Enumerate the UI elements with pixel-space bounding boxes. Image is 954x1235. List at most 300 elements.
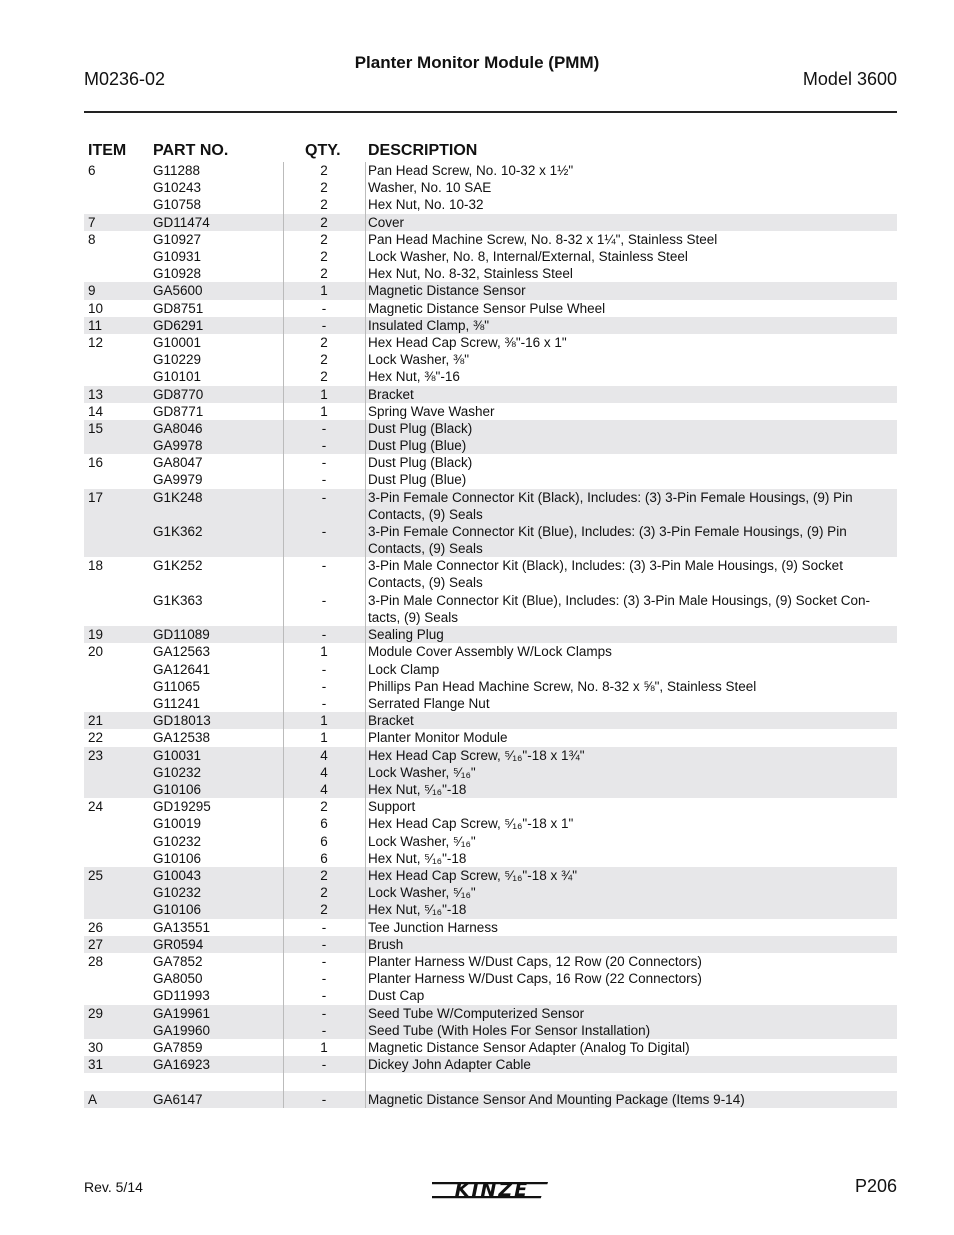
description-line: Seed Tube W/Computerized Sensor [368, 1005, 585, 1021]
description [368, 729, 893, 746]
part-number: G10243 [153, 180, 202, 196]
spacer-row [84, 1073, 897, 1090]
quantity: - [321, 954, 327, 969]
item-group [84, 919, 897, 936]
item-group [84, 953, 897, 1005]
table-row [84, 1056, 897, 1073]
description [368, 764, 893, 781]
column-divider [283, 420, 284, 454]
table-row [84, 626, 897, 643]
item-group [84, 300, 897, 317]
description-line: Dust Plug (Blue) [368, 472, 467, 488]
table-row [84, 454, 897, 471]
item-number: 15 [88, 420, 104, 436]
description-line: Dust Plug (Black) [368, 455, 473, 471]
description [368, 368, 893, 385]
table-row [84, 282, 897, 299]
quantity: 4 [320, 782, 328, 798]
part-number: GR0594 [153, 936, 204, 952]
description [368, 179, 893, 196]
quantity: - [321, 438, 327, 454]
quantity: 2 [320, 197, 328, 213]
description-line: Tee Junction Harness [368, 919, 498, 935]
quantity: - [321, 472, 327, 488]
table-row [84, 196, 897, 213]
description-line: tacts, (9) Seals [368, 609, 459, 625]
part-number: G10758 [153, 197, 202, 213]
item-group [84, 1039, 897, 1056]
description-line: 3-Pin Female Connector Kit (Black), Includes: (3) 3-Pin Female Housings, (9) Pin [368, 489, 853, 505]
quantity: 2 [320, 180, 328, 196]
column-divider [283, 936, 284, 953]
description-line: Magnetic Distance Sensor [368, 283, 526, 299]
description-line: Pan Head Screw, No. 10-32 x 1½" [368, 163, 574, 178]
document-number: M0236-02 [84, 69, 166, 89]
page-title: Planter Monitor Module (PMM) [354, 53, 600, 72]
item-number: 28 [88, 954, 104, 969]
item-group [84, 798, 897, 867]
part-number: G10043 [153, 868, 202, 884]
part-number: GD8770 [153, 386, 204, 402]
description [368, 798, 893, 815]
description-line: Lock Washer, No. 8, Internal/External, Stainless Steel [368, 248, 688, 264]
description [368, 265, 893, 282]
quantity: 1 [320, 644, 328, 660]
column-divider [365, 454, 366, 488]
part-number: G10931 [153, 248, 202, 264]
column-header-qty: QTY. [305, 142, 341, 159]
quantity: - [321, 420, 327, 436]
part-number: GA9979 [153, 472, 203, 488]
column-divider [283, 1005, 284, 1039]
description [368, 248, 893, 265]
description [368, 386, 893, 403]
item-group [84, 626, 897, 643]
part-number: G11241 [153, 696, 201, 712]
column-divider [365, 919, 366, 936]
table-row [84, 265, 897, 282]
table-row [84, 953, 897, 970]
item-number: 6 [88, 163, 96, 178]
part-number: GD19295 [153, 799, 211, 815]
quantity: 6 [320, 850, 328, 866]
part-number: GD8771 [153, 403, 204, 419]
quantity: - [321, 971, 327, 987]
column-divider [283, 386, 284, 403]
table-row [84, 764, 897, 781]
description-line: Dust Plug (Blue) [368, 438, 467, 454]
description-line: Hex Nut, No. 8-32, Stainless Steel [368, 266, 573, 282]
quantity: - [321, 988, 327, 1004]
column-divider [365, 162, 366, 214]
description [368, 420, 893, 437]
part-number: G10106 [153, 850, 202, 866]
part-number: G1K248 [153, 489, 203, 505]
column-divider [365, 729, 366, 746]
column-divider [283, 729, 284, 746]
part-number: GD11474 [153, 214, 210, 230]
description [368, 919, 893, 936]
item-group [84, 557, 897, 626]
part-number: GD18013 [153, 713, 211, 729]
page-number: P206 [854, 1176, 897, 1196]
description-line: Lock Clamp [368, 661, 440, 677]
part-number: G10001 [153, 334, 202, 350]
table-row [84, 1039, 897, 1056]
table-row [84, 695, 897, 712]
table-row [84, 833, 897, 850]
table-row [84, 901, 897, 918]
description-line: Hex Head Cap Screw, ⅜"-16 x 1" [368, 334, 567, 350]
quantity: - [321, 1091, 327, 1107]
column-header-item: ITEM [88, 142, 127, 159]
description [368, 678, 893, 695]
table-row [84, 1022, 897, 1039]
description-line: 3-Pin Female Connector Kit (Blue), Includes: (3) 3-Pin Female Housings, (9) Pin [368, 524, 847, 540]
description-line: Magnetic Distance Sensor Adapter (Analog To Digital) [368, 1039, 690, 1055]
quantity: 2 [320, 799, 328, 815]
description-line: Spring Wave Washer [368, 403, 495, 419]
description [368, 850, 893, 867]
part-number: GD11993 [153, 988, 210, 1004]
column-divider [365, 386, 366, 403]
part-number: G10101 [153, 369, 202, 385]
description [368, 162, 893, 179]
item-number: 7 [88, 214, 96, 230]
column-divider [283, 626, 284, 643]
table-row [84, 368, 897, 385]
description-line: Planter Monitor Module [368, 730, 508, 746]
table-row [84, 248, 897, 265]
column-divider [365, 1091, 366, 1108]
description-line: Planter Harness W/Dust Caps, 16 Row (22 Connectors) [368, 971, 702, 987]
description-line: Hex Nut, ⁵⁄₁₆"-18 [368, 782, 467, 798]
description [368, 489, 893, 523]
table-row [84, 471, 897, 488]
description [368, 592, 893, 626]
column-divider [283, 712, 284, 729]
item-number: 30 [88, 1039, 104, 1055]
description-line: Serrated Flange Nut [368, 696, 490, 712]
item-number: 20 [88, 644, 104, 660]
quantity: 2 [320, 248, 328, 264]
quantity: - [321, 678, 327, 694]
item-group [84, 936, 897, 953]
column-divider [283, 867, 284, 919]
description-line: Contacts, (9) Seals [368, 575, 483, 591]
part-number: GA6147 [153, 1091, 203, 1107]
part-number: GA16923 [153, 1057, 211, 1073]
item-number: 19 [88, 627, 104, 643]
description [368, 1022, 893, 1039]
description-line: Dust Plug (Black) [368, 420, 473, 436]
quantity: 2 [320, 334, 328, 350]
column-divider [283, 162, 284, 214]
description [368, 781, 893, 798]
column-divider [365, 420, 366, 454]
table-row [84, 437, 897, 454]
item-number: 27 [88, 936, 104, 952]
quantity: - [321, 919, 327, 935]
description [368, 833, 893, 850]
column-divider [365, 626, 366, 643]
quantity: - [321, 524, 327, 540]
item-number: 31 [88, 1057, 104, 1073]
quantity: - [321, 661, 327, 677]
quantity: 2 [320, 231, 328, 247]
model-label: Model 3600 [802, 69, 897, 89]
quantity: - [321, 936, 327, 952]
quantity: 1 [320, 1039, 328, 1055]
description-line: Seed Tube (With Holes For Sensor Installation) [368, 1022, 651, 1038]
item-group [84, 403, 897, 420]
column-divider [283, 643, 284, 712]
description-line: Bracket [368, 386, 414, 402]
description [368, 695, 893, 712]
description-line: Support [368, 799, 416, 815]
description [368, 214, 893, 231]
column-divider [283, 489, 284, 558]
quantity: - [321, 1022, 327, 1038]
description [368, 196, 893, 213]
description-line: Washer, No. 10 SAE [368, 180, 492, 196]
description-line: Lock Washer, ⁵⁄₁₆" [368, 764, 476, 780]
item-group [84, 712, 897, 729]
quantity: - [321, 696, 327, 712]
column-divider [365, 403, 366, 420]
quantity: 1 [320, 403, 328, 419]
quantity: - [321, 300, 327, 316]
column-divider [365, 1039, 366, 1056]
item-group [84, 1056, 897, 1073]
item-group [84, 231, 897, 283]
quantity: - [321, 489, 327, 505]
column-divider [283, 953, 284, 1005]
column-header-description: DESCRIPTION [368, 142, 478, 159]
part-number: G10106 [153, 902, 202, 918]
item-number: 8 [88, 231, 96, 247]
quantity: 2 [320, 902, 328, 918]
part-number: G10106 [153, 782, 202, 798]
column-divider [283, 557, 284, 626]
column-divider [283, 919, 284, 936]
description-line: Pan Head Machine Screw, No. 8-32 x 1¼", Stainless Steel [368, 231, 718, 247]
description-line: Brush [368, 936, 404, 952]
description-line: Hex Head Cap Screw, ⁵⁄₁₆"-18 x 1¾" [368, 747, 585, 763]
description-line: Cover [368, 214, 405, 230]
table-row [84, 798, 897, 815]
table-row [84, 729, 897, 746]
part-number: GA7852 [153, 954, 203, 969]
description-line: 3-Pin Male Connector Kit (Black), Includes: (3) 3-Pin Male Housings, (9) Socket [368, 558, 843, 574]
description [368, 987, 893, 1004]
item-number: 9 [88, 283, 96, 299]
parts-table [84, 162, 897, 1108]
part-number: GD8751 [153, 300, 204, 316]
column-divider [283, 1073, 284, 1090]
description [368, 471, 893, 488]
description [368, 867, 893, 884]
part-number: G10019 [153, 816, 202, 832]
part-number: GA8046 [153, 420, 203, 436]
description [368, 557, 893, 591]
table-row [84, 919, 897, 936]
part-number: GA19960 [153, 1022, 211, 1038]
description [368, 936, 893, 953]
description [368, 712, 893, 729]
description-line: Insulated Clamp, ⅜" [368, 317, 490, 333]
item-number: 10 [88, 300, 104, 316]
table-row [84, 334, 897, 351]
description-line: Contacts, (9) Seals [368, 506, 483, 522]
item-number: 24 [88, 799, 104, 815]
item-number: 11 [88, 317, 103, 333]
description [368, 317, 893, 334]
item-group [84, 729, 897, 746]
item-group [84, 386, 897, 403]
quantity: - [321, 317, 327, 333]
description-line: Hex Nut, ⁵⁄₁₆"-18 [368, 902, 467, 918]
column-divider [365, 953, 366, 1005]
table-row [84, 317, 897, 334]
item-number: 26 [88, 919, 104, 935]
description [368, 661, 893, 678]
table-row [84, 351, 897, 368]
column-divider [283, 282, 284, 299]
part-number: GA5600 [153, 283, 203, 299]
item-number: A [88, 1091, 98, 1107]
part-number: G11288 [153, 163, 201, 178]
part-number: GD6291 [153, 317, 204, 333]
description [368, 1091, 893, 1108]
table-row [84, 884, 897, 901]
description [368, 351, 893, 368]
description-line: 3-Pin Male Connector Kit (Blue), Includes: (3) 3-Pin Male Housings, (9) Socket Con- [368, 592, 870, 608]
part-number: G10232 [153, 833, 202, 849]
column-divider [283, 798, 284, 867]
description [368, 1039, 893, 1056]
description-line: Hex Head Cap Screw, ⁵⁄₁₆"-18 x 1" [368, 816, 574, 832]
table-row [84, 661, 897, 678]
item-number: 13 [88, 386, 104, 402]
column-divider [365, 282, 366, 299]
item-group [84, 489, 897, 558]
description [368, 643, 893, 660]
part-number: GA12641 [153, 661, 211, 677]
column-divider [365, 712, 366, 729]
description [368, 970, 893, 987]
revision-label: Rev. 5/14 [84, 1179, 143, 1195]
column-divider [365, 1073, 366, 1090]
part-number: G10232 [153, 764, 202, 780]
table-row [84, 1005, 897, 1022]
table-row [84, 970, 897, 987]
column-divider [365, 936, 366, 953]
description-line: Lock Washer, ⅜" [368, 352, 470, 368]
column-divider [365, 334, 366, 386]
description-line: Dust Cap [368, 988, 425, 1004]
table-row [84, 489, 897, 523]
column-divider [365, 489, 366, 558]
quantity: 2 [320, 163, 328, 178]
item-group [84, 317, 897, 334]
part-number: GA9978 [153, 438, 203, 454]
quantity: - [321, 455, 327, 471]
description-line: Planter Harness W/Dust Caps, 12 Row (20 Connectors) [368, 954, 702, 969]
item-group [84, 454, 897, 488]
description-line: Hex Nut, No. 10-32 [368, 197, 484, 213]
quantity: 1 [320, 283, 328, 299]
part-number: GA13551 [153, 919, 211, 935]
column-divider [283, 1056, 284, 1073]
table-row [84, 936, 897, 953]
part-number: GA19961 [153, 1005, 211, 1021]
column-divider [283, 214, 284, 231]
item-group [84, 334, 897, 386]
description [368, 454, 893, 471]
column-divider [283, 334, 284, 386]
description [368, 815, 893, 832]
table-row [84, 162, 897, 179]
description [368, 626, 893, 643]
item-group [84, 643, 897, 712]
description-line: Hex Nut, ⁵⁄₁₆"-18 [368, 850, 467, 866]
item-group [84, 1005, 897, 1039]
column-divider [365, 1005, 366, 1039]
logo-wordmark: KINZE [454, 1179, 530, 1201]
part-number: GA8047 [153, 455, 203, 471]
kinze-logo [432, 1176, 552, 1204]
column-divider [283, 454, 284, 488]
part-number: G11065 [153, 678, 201, 694]
part-number: G10232 [153, 885, 202, 901]
column-divider [283, 1091, 284, 1108]
description-line: Lock Washer, ⁵⁄₁₆" [368, 833, 476, 849]
item-number: 14 [88, 403, 104, 419]
description [368, 403, 893, 420]
item-group [84, 214, 897, 231]
description-line: Sealing Plug [368, 627, 444, 643]
table-row [84, 231, 897, 248]
column-divider [283, 1039, 284, 1056]
table-row [84, 557, 897, 591]
description [368, 231, 893, 248]
header-divider [84, 111, 897, 113]
column-divider [365, 214, 366, 231]
item-number: 18 [88, 558, 104, 574]
quantity: 6 [320, 816, 328, 832]
table-row [84, 1091, 897, 1108]
column-divider [283, 747, 284, 799]
description [368, 523, 893, 557]
column-divider [365, 1056, 366, 1073]
item-group [84, 420, 897, 454]
table-row [84, 1073, 897, 1090]
column-headers [84, 142, 897, 162]
quantity: 2 [320, 885, 328, 901]
item-number: 16 [88, 455, 104, 471]
column-divider [365, 557, 366, 626]
part-number: G10229 [153, 352, 202, 368]
column-divider [283, 317, 284, 334]
item-number: 29 [88, 1005, 104, 1021]
column-divider [365, 798, 366, 867]
description-line: Hex Head Cap Screw, ⁵⁄₁₆"-18 x ¾" [368, 868, 578, 884]
description-line: Bracket [368, 713, 414, 729]
quantity: - [321, 1005, 327, 1021]
quantity: 6 [320, 833, 328, 849]
item-number: 22 [88, 730, 104, 746]
